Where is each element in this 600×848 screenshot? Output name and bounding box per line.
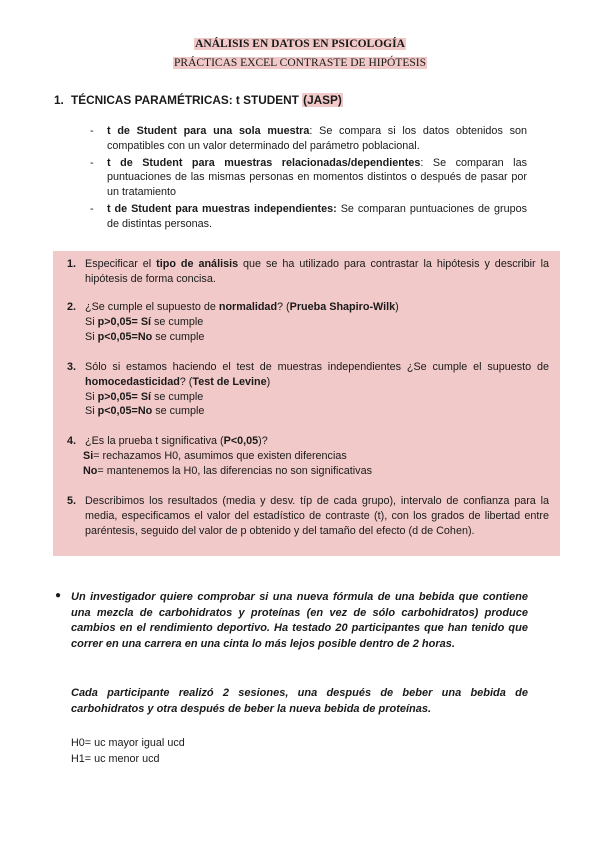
page-title-text: ANÁLISIS EN DATOS EN PSICOLOGÍA [195,38,405,50]
bullet-term: t de Student para una sola muestra [107,125,310,137]
bullet-text: Se comparan puntuaciones de grupos de distintas personas. [107,202,527,230]
step-text: que se ha utilizado para contrastar la hipótesis y describir la hipótesis de forma concisa. [85,258,549,285]
step-text: )? [258,435,268,447]
step-text: ? ( [277,301,290,313]
condition-text: se cumple [152,405,205,418]
step-number: 4. [67,435,77,447]
section-number: 1. [54,93,64,107]
step-keyword: tipo de análisis [156,258,239,270]
step-number: 1. [67,258,77,270]
step-5 [67,494,549,538]
condition-text: se cumple [151,390,204,403]
list-item [90,156,527,200]
step-keyword: homocedasticidad [85,375,180,388]
decision-label: Si [83,449,94,462]
step-4 [67,434,549,478]
bullet-text: : Se comparan las puntuaciones de las mismas personas en momentos distintos o después de pasar por un tratamiento [107,156,527,199]
step-2 [67,300,549,344]
step-text: ) [395,301,399,313]
step-text: ¿Es la prueba t significativa ( [85,435,224,447]
condition-text: se cumple [152,330,205,343]
bullet-icon: ● [55,590,62,601]
decision-text: = rechazamos H0, asumimos que existen diferencias [93,449,347,462]
step-3 [67,360,549,419]
condition-text: se cumple [151,315,204,328]
step-number: 5. [67,495,77,507]
page-title [0,37,600,51]
step-text: Sólo si estamos haciendo el test de muestras independientes ¿Se cumple el supuesto de [85,361,549,373]
step-keyword: P<0,05 [223,435,259,447]
page-subtitle [0,56,600,70]
step-text: Especificar el [85,258,157,270]
decision-text: = mantenemos la H0, las diferencias no son significativas [97,464,372,477]
page-subtitle-text: PRÁCTICAS EXCEL CONTRASTE DE HIPÓTESIS [174,57,426,69]
test-types-list [90,124,527,234]
bullet-text: : Se compara si los datos obtenidos son compatibles con un valor determinado del parámetro poblacional. [107,125,527,152]
section-heading [54,93,343,107]
condition-text: Si [85,390,98,403]
step-test-name: Test de Levine [192,375,267,388]
hypothesis-h1: H1= uc menor ucd [71,752,160,765]
step-text: ? ( [179,375,193,388]
step-text: Describimos los resultados (media y desv. típ de cada grupo), intervalo de confianza para la media, especificamos el valor del estadístico de contraste (t), con los grados de libertad entre paréntesis, seguido del valor de p obtenido y del tamaño del efecto (d de Cohen). [85,495,549,537]
list-item [90,202,527,232]
bullet-term: t de Student para muestras relacionadas/dependientes [107,156,421,169]
step-text: ¿Se cumple el supuesto de [85,301,219,313]
dash-bullet: - [90,202,94,215]
step-number: 2. [67,301,77,313]
condition-value: p>0,05= Sí [97,390,152,403]
condition-value: p>0,05= Sí [97,315,152,328]
decision-label: No [83,464,98,477]
dash-bullet: - [90,125,94,137]
step-test-name: Prueba Shapiro-Wilk [289,301,396,313]
condition-text: Si [85,330,98,343]
step-1 [67,257,549,287]
condition-value: p<0,05=No [97,330,153,343]
hypothesis-h0: H0= uc mayor igual ucd [71,737,185,749]
condition-text: Si [85,315,98,328]
step-number: 3. [67,361,77,373]
condition-text: Si [85,405,98,418]
step-keyword: normalidad [218,301,278,313]
bullet-term: t de Student para muestras independientes: [107,202,337,215]
case-paragraph-2: Cada participante realizó 2 sesiones, una después de beber una bebida de carbohidratos y otra después de beber la nueva bebida de proteínas. [71,687,528,715]
step-text: ) [266,375,271,388]
case-study [53,590,528,653]
section-title: TÉCNICAS PARAMÉTRICAS: t STUDENT [71,93,303,107]
dash-bullet: - [90,156,94,169]
hypotheses [71,736,185,767]
case-paragraph-1: Un investigador quiere comprobar si una nueva fórmula de una bebida que contiene una mezcla de carbohidratos y proteínas (en vez de sólo carbohidratos) produce cambios en el rendimiento deportivo. Ha testado 20 participantes que han tenido que correr en una carrera en una cinta lo más lejos posible dentro de 2 horas. [71,591,528,651]
list-item [90,124,527,154]
section-highlight: (JASP) [303,93,342,107]
condition-value: p<0,05=No [97,405,153,418]
